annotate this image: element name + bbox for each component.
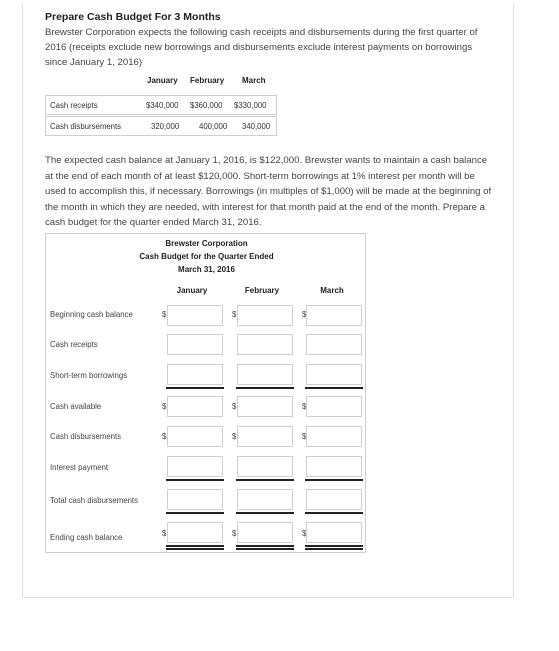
dollar-sign: $ — [302, 310, 307, 319]
column-header-march: March — [320, 286, 344, 295]
given-header-january: January — [147, 76, 178, 85]
dollar-sign: $ — [302, 529, 307, 538]
column-header-january: January — [176, 286, 208, 295]
dollar-sign: $ — [162, 529, 167, 538]
total-double-underline — [305, 545, 363, 550]
dollar-sign: $ — [232, 529, 237, 538]
row-label-cash-disbursements: Cash disbursements — [50, 432, 122, 441]
short-term-borrowings-february-input[interactable] — [237, 364, 293, 385]
form-heading-company: Brewster Corporation — [165, 239, 248, 248]
subtotal-underline — [305, 387, 363, 389]
dollar-sign: $ — [162, 310, 167, 319]
given-cell: $330,000 — [234, 101, 267, 110]
dollar-sign: $ — [162, 402, 167, 411]
total-double-underline — [166, 545, 224, 550]
subtotal-underline — [236, 387, 294, 389]
ending-cash-balance-march-input[interactable] — [306, 522, 362, 543]
cash-receipts-march-input[interactable] — [306, 334, 362, 355]
row-label-short-term-borrowings: Short-term borrowings — [50, 371, 128, 380]
given-cell: 400,000 — [199, 122, 228, 131]
total-cash-disbursements-january-input[interactable] — [167, 489, 223, 510]
form-heading-statement: Cash Budget for the Quarter Ended — [139, 252, 274, 261]
beginning-cash-balance-march-input[interactable] — [306, 305, 362, 326]
total-cash-disbursements-march-input[interactable] — [306, 489, 362, 510]
cash-receipts-february-input[interactable] — [237, 334, 293, 355]
dollar-sign: $ — [302, 402, 307, 411]
given-row-label: Cash disbursements — [50, 122, 122, 131]
given-cell: $340,000 — [146, 101, 179, 110]
given-header-march: March — [242, 76, 266, 85]
subtotal-underline — [305, 512, 363, 514]
row-label-cash-available: Cash available — [50, 402, 102, 411]
cash-available-february-input[interactable] — [237, 396, 293, 417]
dollar-sign: $ — [232, 402, 237, 411]
subtotal-underline — [305, 479, 363, 481]
beginning-cash-balance-february-input[interactable] — [237, 305, 293, 326]
subtotal-underline — [166, 387, 224, 389]
row-label-total-cash-disbursements: Total cash disbursements — [50, 496, 138, 505]
row-label-interest-payment: Interest payment — [50, 463, 109, 472]
total-cash-disbursements-february-input[interactable] — [237, 489, 293, 510]
row-label-cash-receipts: Cash receipts — [50, 340, 98, 349]
given-row-cash-receipts — [45, 95, 277, 115]
total-double-underline — [236, 545, 294, 550]
subtotal-underline — [166, 479, 224, 481]
cash-disbursements-january-input[interactable] — [167, 426, 223, 447]
interest-payment-march-input[interactable] — [306, 456, 362, 477]
problem-intro: Brewster Corporation expects the following cash receipts and disbursements during the first quarter of 2016 (receipts exclude new borrowings and disbursements exclude interest payments on borrowings since January 1, 2016) — [45, 27, 478, 68]
column-header-february: February — [244, 286, 280, 295]
cash-receipts-january-input[interactable] — [167, 334, 223, 355]
dollar-sign: $ — [302, 432, 307, 441]
row-label-ending-cash-balance: Ending cash balance — [50, 533, 123, 542]
cash-available-march-input[interactable] — [306, 396, 362, 417]
subtotal-underline — [166, 512, 224, 514]
given-row-cash-disbursements — [45, 116, 277, 136]
row-label-beginning-cash-balance: Beginning cash balance — [50, 310, 133, 319]
short-term-borrowings-january-input[interactable] — [167, 364, 223, 385]
cash-budget-form — [45, 233, 366, 553]
cash-disbursements-march-input[interactable] — [306, 426, 362, 447]
ending-cash-balance-january-input[interactable] — [167, 522, 223, 543]
ending-cash-balance-february-input[interactable] — [237, 522, 293, 543]
problem-title: Prepare Cash Budget For 3 Months — [45, 11, 221, 23]
dollar-sign: $ — [232, 310, 237, 319]
given-header-february: February — [190, 76, 225, 85]
subtotal-underline — [236, 512, 294, 514]
given-cell: 340,000 — [242, 122, 271, 131]
cash-available-january-input[interactable] — [167, 396, 223, 417]
problem-paragraph: The expected cash balance at January 1, 2016, is $122,000. Brewster wants to maintain a cash balance at the end of each month of at least $120,000. Short-term borrowings at 1% interest per month will be used to accomplish this, if necessary. Borrowings (in multiples of $1,000) will be made at the beginning of the month in which they are needed, with interest for that month paid at the end of the month. Prepare a cash budget for the quarter ended March 31, 2016. — [45, 155, 492, 228]
cash-disbursements-february-input[interactable] — [237, 426, 293, 447]
form-heading-date: March 31, 2016 — [178, 265, 235, 274]
dollar-sign: $ — [232, 432, 237, 441]
given-cell: $360,000 — [190, 101, 223, 110]
given-cell: 320,000 — [151, 122, 180, 131]
dollar-sign: $ — [162, 432, 167, 441]
short-term-borrowings-march-input[interactable] — [306, 364, 362, 385]
interest-payment-february-input[interactable] — [237, 456, 293, 477]
given-row-label: Cash receipts — [50, 101, 98, 110]
interest-payment-january-input[interactable] — [167, 456, 223, 477]
beginning-cash-balance-january-input[interactable] — [167, 305, 223, 326]
subtotal-underline — [236, 479, 294, 481]
